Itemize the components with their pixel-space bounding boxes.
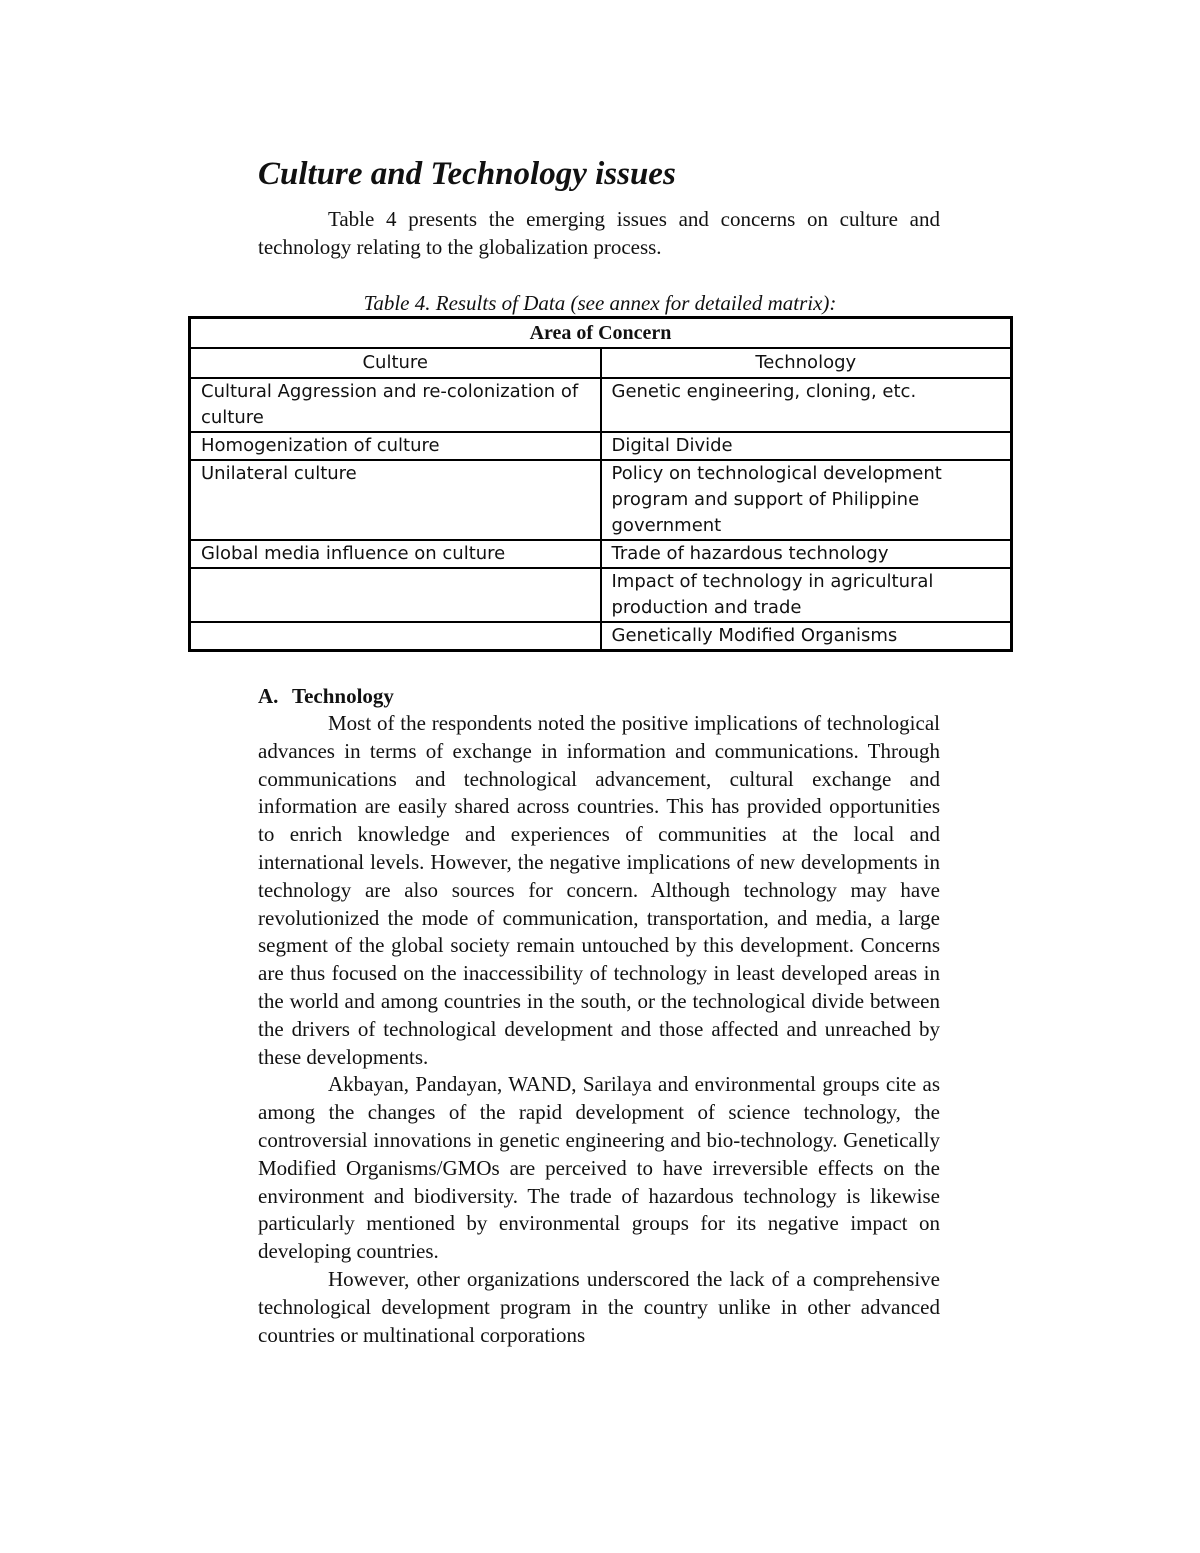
table-row <box>190 432 1012 460</box>
column-header-technology: Technology <box>601 348 1012 378</box>
culture-cell: Global media influence on culture <box>190 540 601 568</box>
table-caption: Table 4. Results of Data (see annex for detailed matrix): <box>363 291 837 315</box>
culture-cell: Unilateral culture <box>190 460 601 540</box>
table-row <box>190 568 1012 622</box>
intro-paragraph: Table 4 presents the emerging issues and concerns on culture and technology relating to the globalization process. <box>258 207 940 259</box>
technology-cell: Policy on technological development program and support of Philippine government <box>601 460 1012 540</box>
table-group-header-row <box>190 318 1012 349</box>
section-letter: A. <box>258 684 279 708</box>
table-row <box>190 460 1012 540</box>
table-column-header-row <box>190 348 1012 378</box>
section-title <box>258 682 940 710</box>
technology-cell: Genetically Modified Organisms <box>601 622 1012 651</box>
technology-cell: Impact of technology in agricultural production and trade <box>601 568 1012 622</box>
technology-cell: Trade of hazardous technology <box>601 540 1012 568</box>
body-paragraph: Akbayan, Pandayan, WAND, Sarilaya and environmental groups cite as among the changes of the rapid development of science technology, the controversial innovations in genetic engineering and bio-technology. Genetically Modified Organisms/GMOs are perceived to have irreversible effects on the environment and biodiversity. The trade of hazardous technology is likewise particularly mentioned by environmental groups for its negative impact on developing countries. <box>258 1072 940 1264</box>
column-header-culture: Culture <box>190 348 601 378</box>
culture-cell: Homogenization of culture <box>190 432 601 460</box>
area-of-concern-header: Area of Concern <box>190 318 1012 349</box>
concern-table <box>188 316 1013 652</box>
technology-section <box>258 682 940 1349</box>
body-paragraph: Most of the respondents noted the positive implications of technological advances in terms of exchange in information and communications. Through communications and technological advancement, cultural exchange and information are easily shared across countries. This has provided opportunities to enrich knowledge and experiences of communities at the local and international levels. However, the negative implications of new developments in technology are also sources for concern. Although technology may have revolutionized the mode of communication, transportation, and media, a large segment of the global society remain untouched by this development. Concerns are thus focused on the inaccessibility of technology in least developed areas in the world and among countries in the south, or the technological divide between the drivers of technological development and those affected and unreached by these developments. <box>258 711 940 1069</box>
culture-cell <box>190 568 601 622</box>
table-row <box>190 622 1012 651</box>
table-row <box>190 378 1012 432</box>
page-heading: Culture and Technology issues <box>258 156 676 192</box>
body-paragraph: However, other organizations underscored the lack of a comprehensive technological development program in the country unlike in other advanced countries or multinational corporations <box>258 1266 940 1347</box>
culture-cell <box>190 622 601 651</box>
section-title-text: Technology <box>292 684 394 708</box>
culture-cell: Cultural Aggression and re-colonization of culture <box>190 378 601 432</box>
technology-cell: Genetic engineering, cloning, etc. <box>601 378 1012 432</box>
technology-cell: Digital Divide <box>601 432 1012 460</box>
table-row <box>190 540 1012 568</box>
